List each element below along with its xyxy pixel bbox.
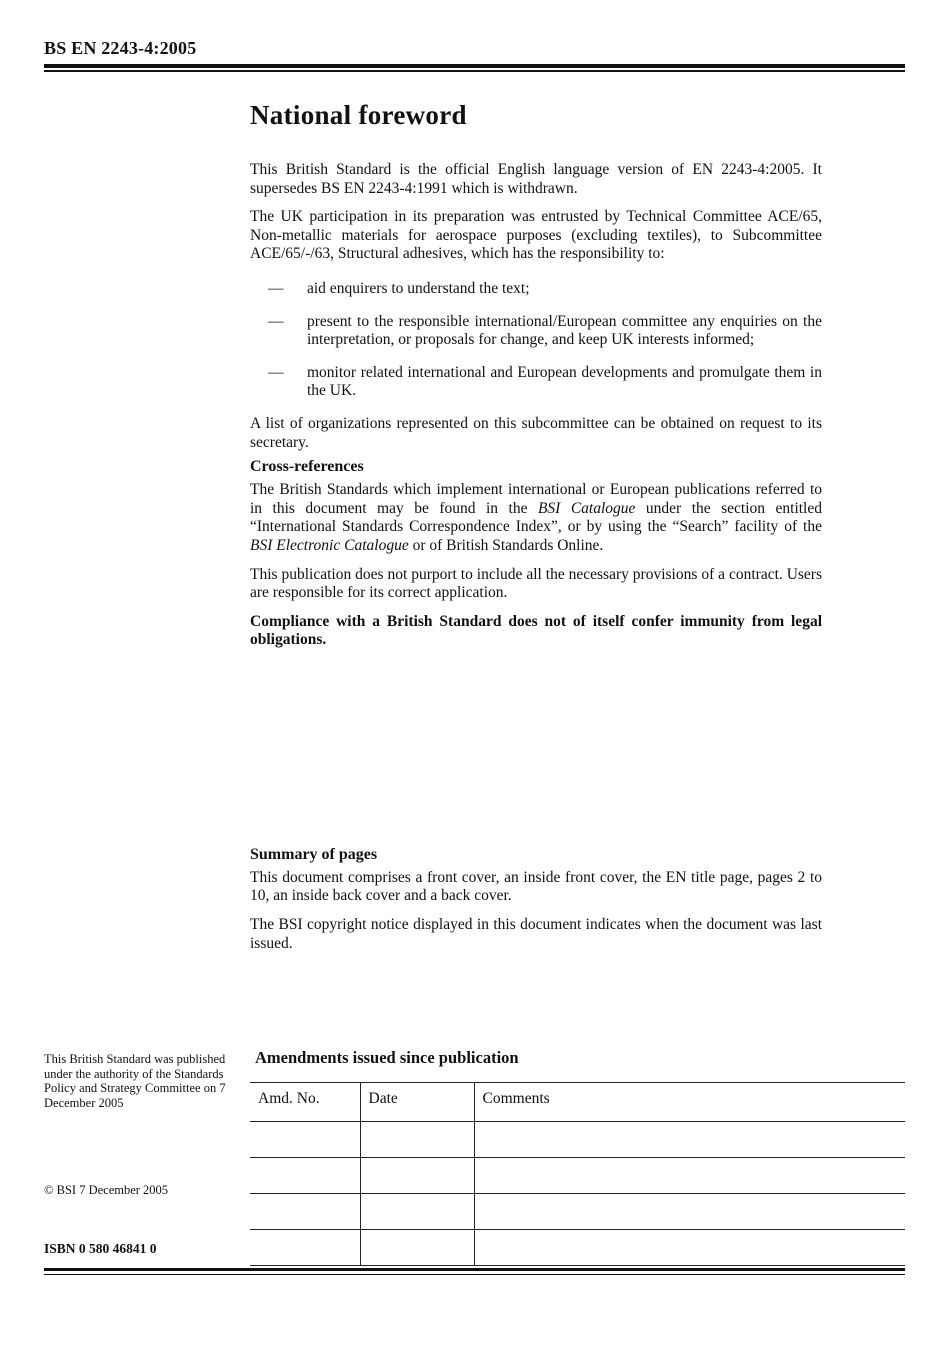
cross-ref-text: The British Standards which implement international or European publications referred to in this document may be found in the: [250, 481, 822, 517]
dash-marker: —: [268, 279, 284, 297]
amendment-comments-cell: [474, 1194, 905, 1230]
cross-references-heading: Cross-references: [250, 458, 364, 476]
dash-marker: —: [268, 363, 284, 381]
column-header-date: Date: [360, 1083, 474, 1122]
foreword-content: [250, 100, 822, 963]
amendment-date-cell: [360, 1158, 474, 1194]
amendment-number-cell: [250, 1158, 360, 1194]
amendment-number-cell: [250, 1122, 360, 1158]
amendment-number-cell: [250, 1194, 360, 1230]
list-item-text: monitor related international and European developments and promulgate them in the UK.: [307, 363, 822, 400]
responsibility-list: [250, 280, 822, 401]
bsi-catalogue-italic: BSI Catalogue: [537, 499, 636, 517]
cross-ref-text: or of British Standards Online.: [408, 536, 604, 554]
amendment-comments-cell: [474, 1158, 905, 1194]
table-row: [250, 1230, 905, 1266]
bottom-rule: [44, 1268, 905, 1275]
authority-note: This British Standard was published under the authority of the Standards Policy and Strategy Committee on 7 December 2005: [44, 1052, 226, 1110]
amendments-table-body: [250, 1122, 905, 1266]
paragraph-summary-pages: This document comprises a front cover, an inside front cover, the EN title page, pages 2 to 10, an inside back cover and a back cover.: [250, 868, 822, 905]
amendment-date-cell: [360, 1194, 474, 1230]
list-item: [250, 313, 822, 350]
copyright-line: © BSI 7 December 2005: [44, 1183, 169, 1197]
isbn-line: ISBN 0 580 46841 0: [44, 1241, 157, 1256]
paragraph-copyright-notice: The BSI copyright notice displayed in this document indicates when the document was last issued.: [250, 916, 822, 952]
amendments-section: [250, 1048, 906, 1266]
bsi-electronic-catalogue-italic: BSI Electronic Catalogue: [250, 536, 409, 554]
amendment-date-cell: [360, 1230, 474, 1266]
paragraph-organizations: A list of organizations represented on this subcommittee can be obtained on request to its secretary.: [250, 414, 822, 451]
document-reference: BS EN 2243-4:2005: [44, 38, 197, 58]
cross-ref-text: under the section entitled “International Standards Correspondence Index”, or by using the “Search” facility of the: [250, 499, 822, 536]
column-header-amd-no: Amd. No.: [250, 1083, 360, 1122]
table-row: [250, 1194, 905, 1230]
column-header-comments: Comments: [474, 1083, 905, 1122]
paragraph-version: This British Standard is the official English language version of EN 2243-4:2005. It supersedes BS EN 2243-4:1991 which is withdrawn.: [250, 161, 822, 197]
summary-of-pages-heading: Summary of pages: [250, 845, 378, 863]
paragraph-compliance: Compliance with a British Standard does not of itself confer immunity from legal obligations.: [250, 612, 822, 649]
dash-marker: —: [268, 312, 284, 330]
amendment-comments-cell: [474, 1122, 905, 1158]
table-header-row: [250, 1083, 905, 1122]
list-item-text: aid enquirers to understand the text;: [307, 279, 530, 297]
amendment-comments-cell: [474, 1230, 905, 1266]
list-item-text: present to the responsible international/European committee any enquiries on the interpretation, or proposals for change, and keep UK interests informed;: [307, 312, 822, 349]
list-item: [250, 280, 822, 299]
page-title: National foreword: [250, 100, 467, 130]
paragraph-publication: This publication does not purport to include all the necessary provisions of a contract. Users are responsible for its correct application.: [250, 565, 822, 602]
amendments-heading: Amendments issued since publication: [255, 1048, 519, 1067]
amendments-table: [250, 1082, 905, 1266]
amendment-number-cell: [250, 1230, 360, 1266]
paragraph-participation: The UK participation in its preparation was entrusted by Technical Committee ACE/65, Non-metallic materials for aerospace purposes (excluding textiles), to Subcommittee ACE/65/-/63, Structural adhesives, which has the responsibility to:: [250, 208, 822, 263]
amendment-date-cell: [360, 1122, 474, 1158]
list-item: [250, 364, 822, 401]
top-rule: [44, 64, 905, 72]
table-row: [250, 1158, 905, 1194]
table-row: [250, 1122, 905, 1158]
paragraph-cross-references: [250, 481, 822, 555]
